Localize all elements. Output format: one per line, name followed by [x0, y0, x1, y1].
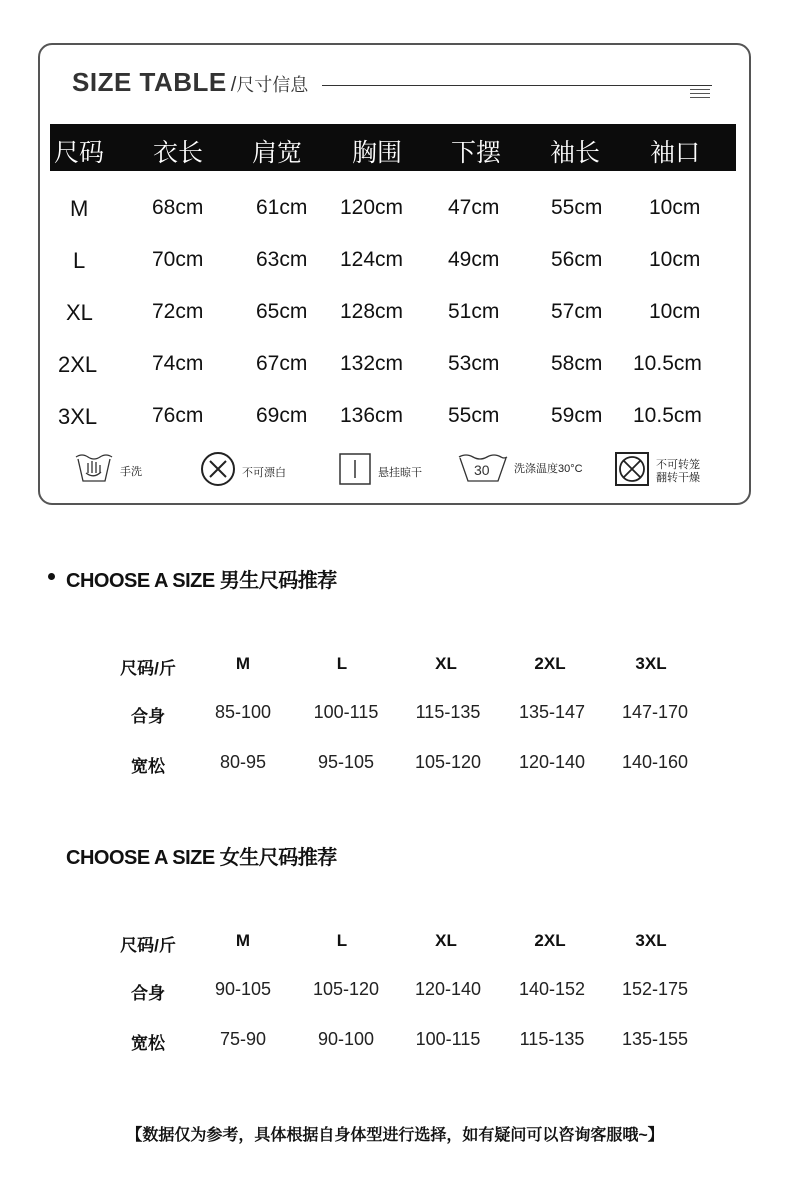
table-cell: 90-100 — [317, 1029, 375, 1049]
table-cell: 尺码/斤 — [120, 936, 176, 955]
size-cell: 49cm — [448, 248, 500, 271]
size-cell: 51cm — [448, 300, 500, 323]
no-tumble-dry-icon — [614, 451, 650, 492]
table-cell: 152-175 — [621, 979, 689, 999]
care-instructions — [40, 447, 753, 491]
size-cell: 10cm — [649, 248, 701, 271]
header-shoulder: 肩宽 — [252, 139, 303, 167]
women-header-row — [0, 931, 790, 961]
size-cell: 136cm — [340, 404, 404, 427]
size-table-card — [38, 43, 751, 505]
table-cell: 100-115 — [415, 1029, 481, 1049]
title-en: SIZE TABLE — [72, 67, 227, 97]
size-cell: 70cm — [152, 248, 204, 271]
hang-dry-label: 悬挂晾干 — [378, 466, 422, 479]
no-tumble-label — [656, 459, 700, 485]
table-cell: 宽松 — [131, 1034, 165, 1053]
size-cell: 63cm — [256, 248, 308, 271]
table-cell: M — [235, 654, 251, 673]
no-bleach-icon — [200, 451, 236, 492]
table-cell: 120-140 — [414, 979, 482, 999]
size-row-xl — [40, 294, 753, 334]
care-no-tumble — [614, 451, 700, 492]
header-sleeve: 袖长 — [550, 139, 601, 167]
footnote: 【数据仅为参考，具体根据自身体型进行选择，如有疑问可以咨询客服哦~】 — [126, 1127, 664, 1144]
title-cn: 尺寸信息 — [236, 75, 309, 95]
header-size: 尺码 — [54, 139, 105, 167]
table-cell: 140-160 — [621, 752, 689, 772]
title-slash: / — [230, 74, 237, 96]
table-cell: 135-147 — [518, 702, 586, 722]
women-fit-row — [0, 979, 790, 1009]
size-cell: 47cm — [448, 196, 500, 219]
bullet-dot — [48, 573, 55, 580]
no-tumble-line-1: 不可转笼 — [656, 458, 700, 471]
table-cell: 2XL — [534, 931, 566, 950]
table-cell: 105-120 — [414, 752, 482, 772]
no-tumble-line-2: 翻转干燥 — [656, 471, 700, 484]
men-fit-row — [0, 702, 790, 732]
table-cell: XL — [435, 931, 457, 950]
size-cell: 132cm — [340, 352, 404, 375]
size-cell: 128cm — [340, 300, 404, 323]
size-label: L — [73, 248, 86, 273]
size-row-3xl — [40, 398, 753, 438]
size-cell: 57cm — [551, 300, 603, 323]
size-table-header — [50, 124, 736, 171]
wash-temp-icon-text: 30 — [474, 462, 490, 478]
size-cell: 59cm — [551, 404, 603, 427]
men-section-title: CHOOSE A SIZE 男生尺码推荐 — [66, 570, 337, 592]
table-cell: 2XL — [534, 654, 566, 673]
size-label: M — [70, 196, 89, 221]
size-cell: 124cm — [340, 248, 404, 271]
table-cell: 120-140 — [518, 752, 586, 772]
table-cell: 105-120 — [312, 979, 380, 999]
menu-lines-icon — [690, 89, 710, 101]
table-cell: 95-105 — [317, 752, 375, 772]
size-row-2xl — [40, 346, 753, 386]
hand-wash-icon — [74, 451, 114, 490]
size-row-m — [40, 190, 753, 230]
care-wash-30 — [458, 452, 583, 484]
table-cell: 90-105 — [214, 979, 272, 999]
size-cell: 72cm — [152, 300, 204, 323]
size-cell: 74cm — [152, 352, 204, 375]
table-cell: 宽松 — [131, 757, 165, 776]
size-cell: 10.5cm — [633, 404, 702, 427]
table-cell: 合身 — [131, 707, 165, 726]
size-cell: 68cm — [152, 196, 204, 219]
women-section-title: CHOOSE A SIZE 女生尺码推荐 — [66, 847, 337, 869]
size-cell: 58cm — [551, 352, 603, 375]
size-label: 3XL — [58, 404, 98, 429]
women-loose-row — [0, 1029, 790, 1059]
table-cell: 85-100 — [214, 702, 272, 722]
care-hand-wash — [74, 451, 142, 490]
table-cell: 140-152 — [518, 979, 586, 999]
table-cell: M — [235, 931, 251, 950]
table-cell: 100-115 — [313, 702, 379, 722]
table-cell: L — [336, 931, 348, 950]
hand-wash-label: 手洗 — [120, 465, 142, 478]
size-cell: 10cm — [649, 300, 701, 323]
size-cell: 55cm — [551, 196, 603, 219]
table-cell: 80-95 — [219, 752, 267, 772]
table-cell: 3XL — [635, 931, 667, 950]
header-length: 衣长 — [153, 139, 204, 167]
title-divider — [322, 85, 712, 86]
header-chest: 胸围 — [352, 139, 403, 167]
size-cell: 76cm — [152, 404, 204, 427]
header-cuff: 袖口 — [650, 139, 701, 167]
table-cell: 147-170 — [621, 702, 689, 722]
table-cell: 115-135 — [519, 1029, 585, 1049]
size-cell: 69cm — [256, 404, 308, 427]
hang-dry-icon — [338, 452, 372, 491]
size-cell: 65cm — [256, 300, 308, 323]
table-cell: 75-90 — [219, 1029, 267, 1049]
size-cell: 55cm — [448, 404, 500, 427]
no-bleach-label: 不可漂白 — [242, 466, 286, 479]
wash-temp-label: 洗涤温度30°C — [514, 463, 583, 475]
men-loose-row — [0, 752, 790, 782]
table-cell: 合身 — [131, 984, 165, 1003]
men-header-row — [0, 654, 790, 684]
size-cell: 67cm — [256, 352, 308, 375]
size-cell: 56cm — [551, 248, 603, 271]
size-table-title — [72, 67, 308, 98]
table-cell: 115-135 — [415, 702, 481, 722]
care-hang-dry — [338, 452, 422, 491]
table-cell: XL — [435, 654, 457, 673]
size-cell: 61cm — [256, 196, 308, 219]
table-cell: L — [336, 654, 348, 673]
size-cell: 10.5cm — [633, 352, 702, 375]
size-cell: 10cm — [649, 196, 701, 219]
size-label: 2XL — [58, 352, 98, 377]
size-cell: 120cm — [340, 196, 404, 219]
table-cell: 尺码/斤 — [120, 659, 176, 678]
size-label: XL — [66, 300, 93, 325]
wash-30-icon — [458, 452, 508, 484]
size-cell: 53cm — [448, 352, 500, 375]
table-cell: 3XL — [635, 654, 667, 673]
table-cell: 135-155 — [621, 1029, 689, 1049]
care-no-bleach — [200, 451, 286, 492]
header-hem: 下摆 — [451, 139, 502, 167]
size-row-l — [40, 242, 753, 282]
